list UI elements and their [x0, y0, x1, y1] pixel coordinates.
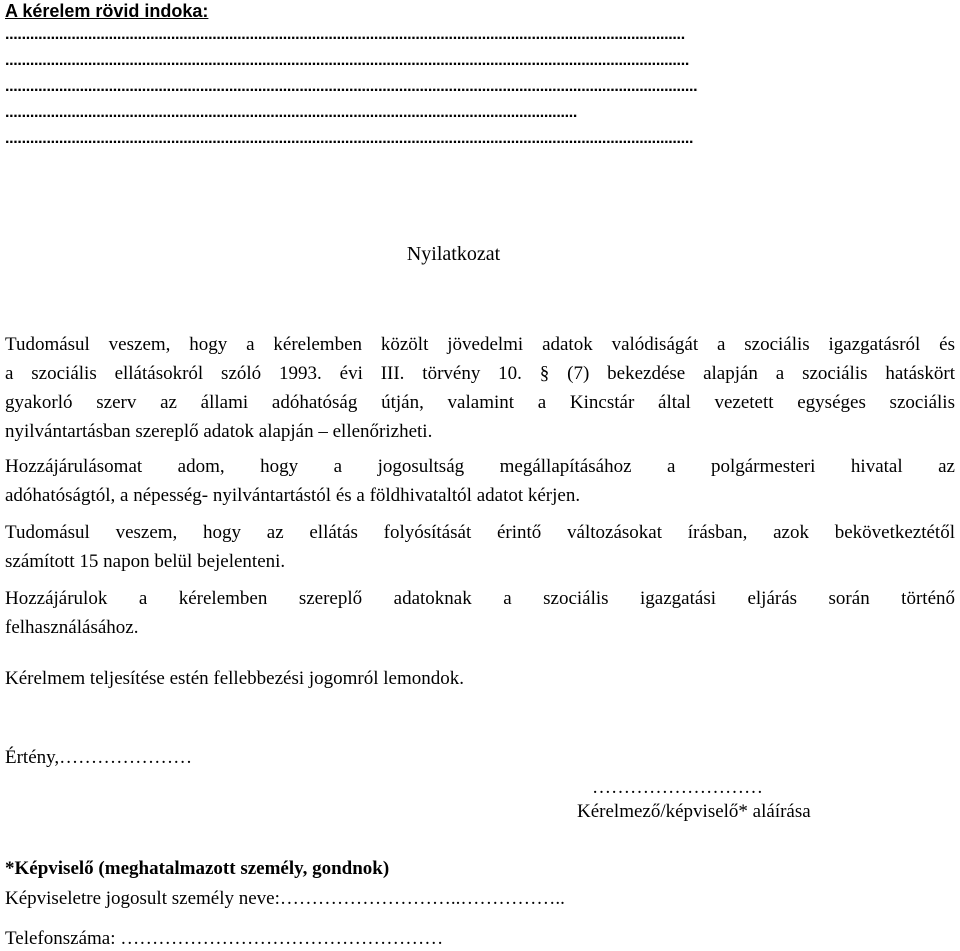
paragraph-3-line-1: Tudomásul veszem, hogy az ellátás folyósítását érintő változásokat írásban, azok bekövetkeztétől	[5, 522, 955, 543]
reason-heading: A kérelem rövid indoka:	[5, 1, 209, 21]
paragraph-2-line-1: Hozzájárulásomat adom, hogy a jogosultság megállapításához a polgármesteri hivatal az	[5, 456, 955, 477]
declaration-title: Nyilatkozat	[406, 243, 501, 265]
paragraph-1-line-2: a szociális ellátásokról szóló 1993. évi III. törvény 10. § (7) bekezdése alapján a szociális hatáskört	[5, 363, 955, 384]
reason-dot-line-2: .....................................................................................................................................................................	[5, 52, 689, 69]
reason-dot-line-5: ......................................................................................................................................................................	[5, 130, 694, 147]
representative-phone-field: Telefonszáma: ……………………………………………	[5, 928, 444, 949]
paragraph-2-line-2: adóhatóságtól, a népesség- nyilvántartástól és a földhivataltól adatot kérjen.	[5, 485, 581, 506]
paragraph-4-line-2: felhasználásához.	[5, 617, 139, 638]
reason-dot-line-1: ....................................................................................................................................................................	[5, 26, 685, 43]
paragraph-1-line-1: Tudomásul veszem, hogy a kérelemben közölt jövedelmi adatok valódiságát a szociális igazgatásról és	[5, 334, 955, 355]
representative-heading: *Képviselő (meghatalmazott személy, gondnok)	[5, 858, 390, 879]
declaration-paragraph-4	[5, 584, 955, 642]
paragraph-3-line-2: számított 15 napon belül bejelenteni.	[5, 551, 286, 572]
declaration-paragraph-5: Kérelmem teljesítése estén fellebbezési jogomról lemondok.	[5, 668, 465, 689]
declaration-paragraph-3	[5, 518, 955, 576]
place-date-field: Értény,…………………	[5, 747, 193, 768]
reason-dot-line-3: .......................................................................................................................................................................	[5, 78, 698, 95]
declaration-paragraph-2	[5, 452, 955, 510]
paragraph-4-line-1: Hozzájárulok a kérelemben szereplő adatoknak a szociális igazgatási eljárás során történő	[5, 588, 955, 609]
signature-label: Kérelmező/képviselő* aláírása	[577, 801, 811, 822]
signature-line: ………………………	[592, 777, 763, 798]
paragraph-1-line-4: nyilvántartásban szereplő adatok alapján – ellenőrizheti.	[5, 421, 433, 442]
paragraph-1-line-3: gyakorló szerv az állami adóhatóság útján, valamint a Kincstár által vezetett egységes szociális	[5, 392, 955, 413]
reason-dot-line-4: ..........................................................................................................................................	[5, 104, 578, 121]
declaration-paragraph-1	[5, 330, 955, 446]
representative-name-field: Képviseletre jogosult személy neve:………………………..……………..	[5, 888, 565, 909]
